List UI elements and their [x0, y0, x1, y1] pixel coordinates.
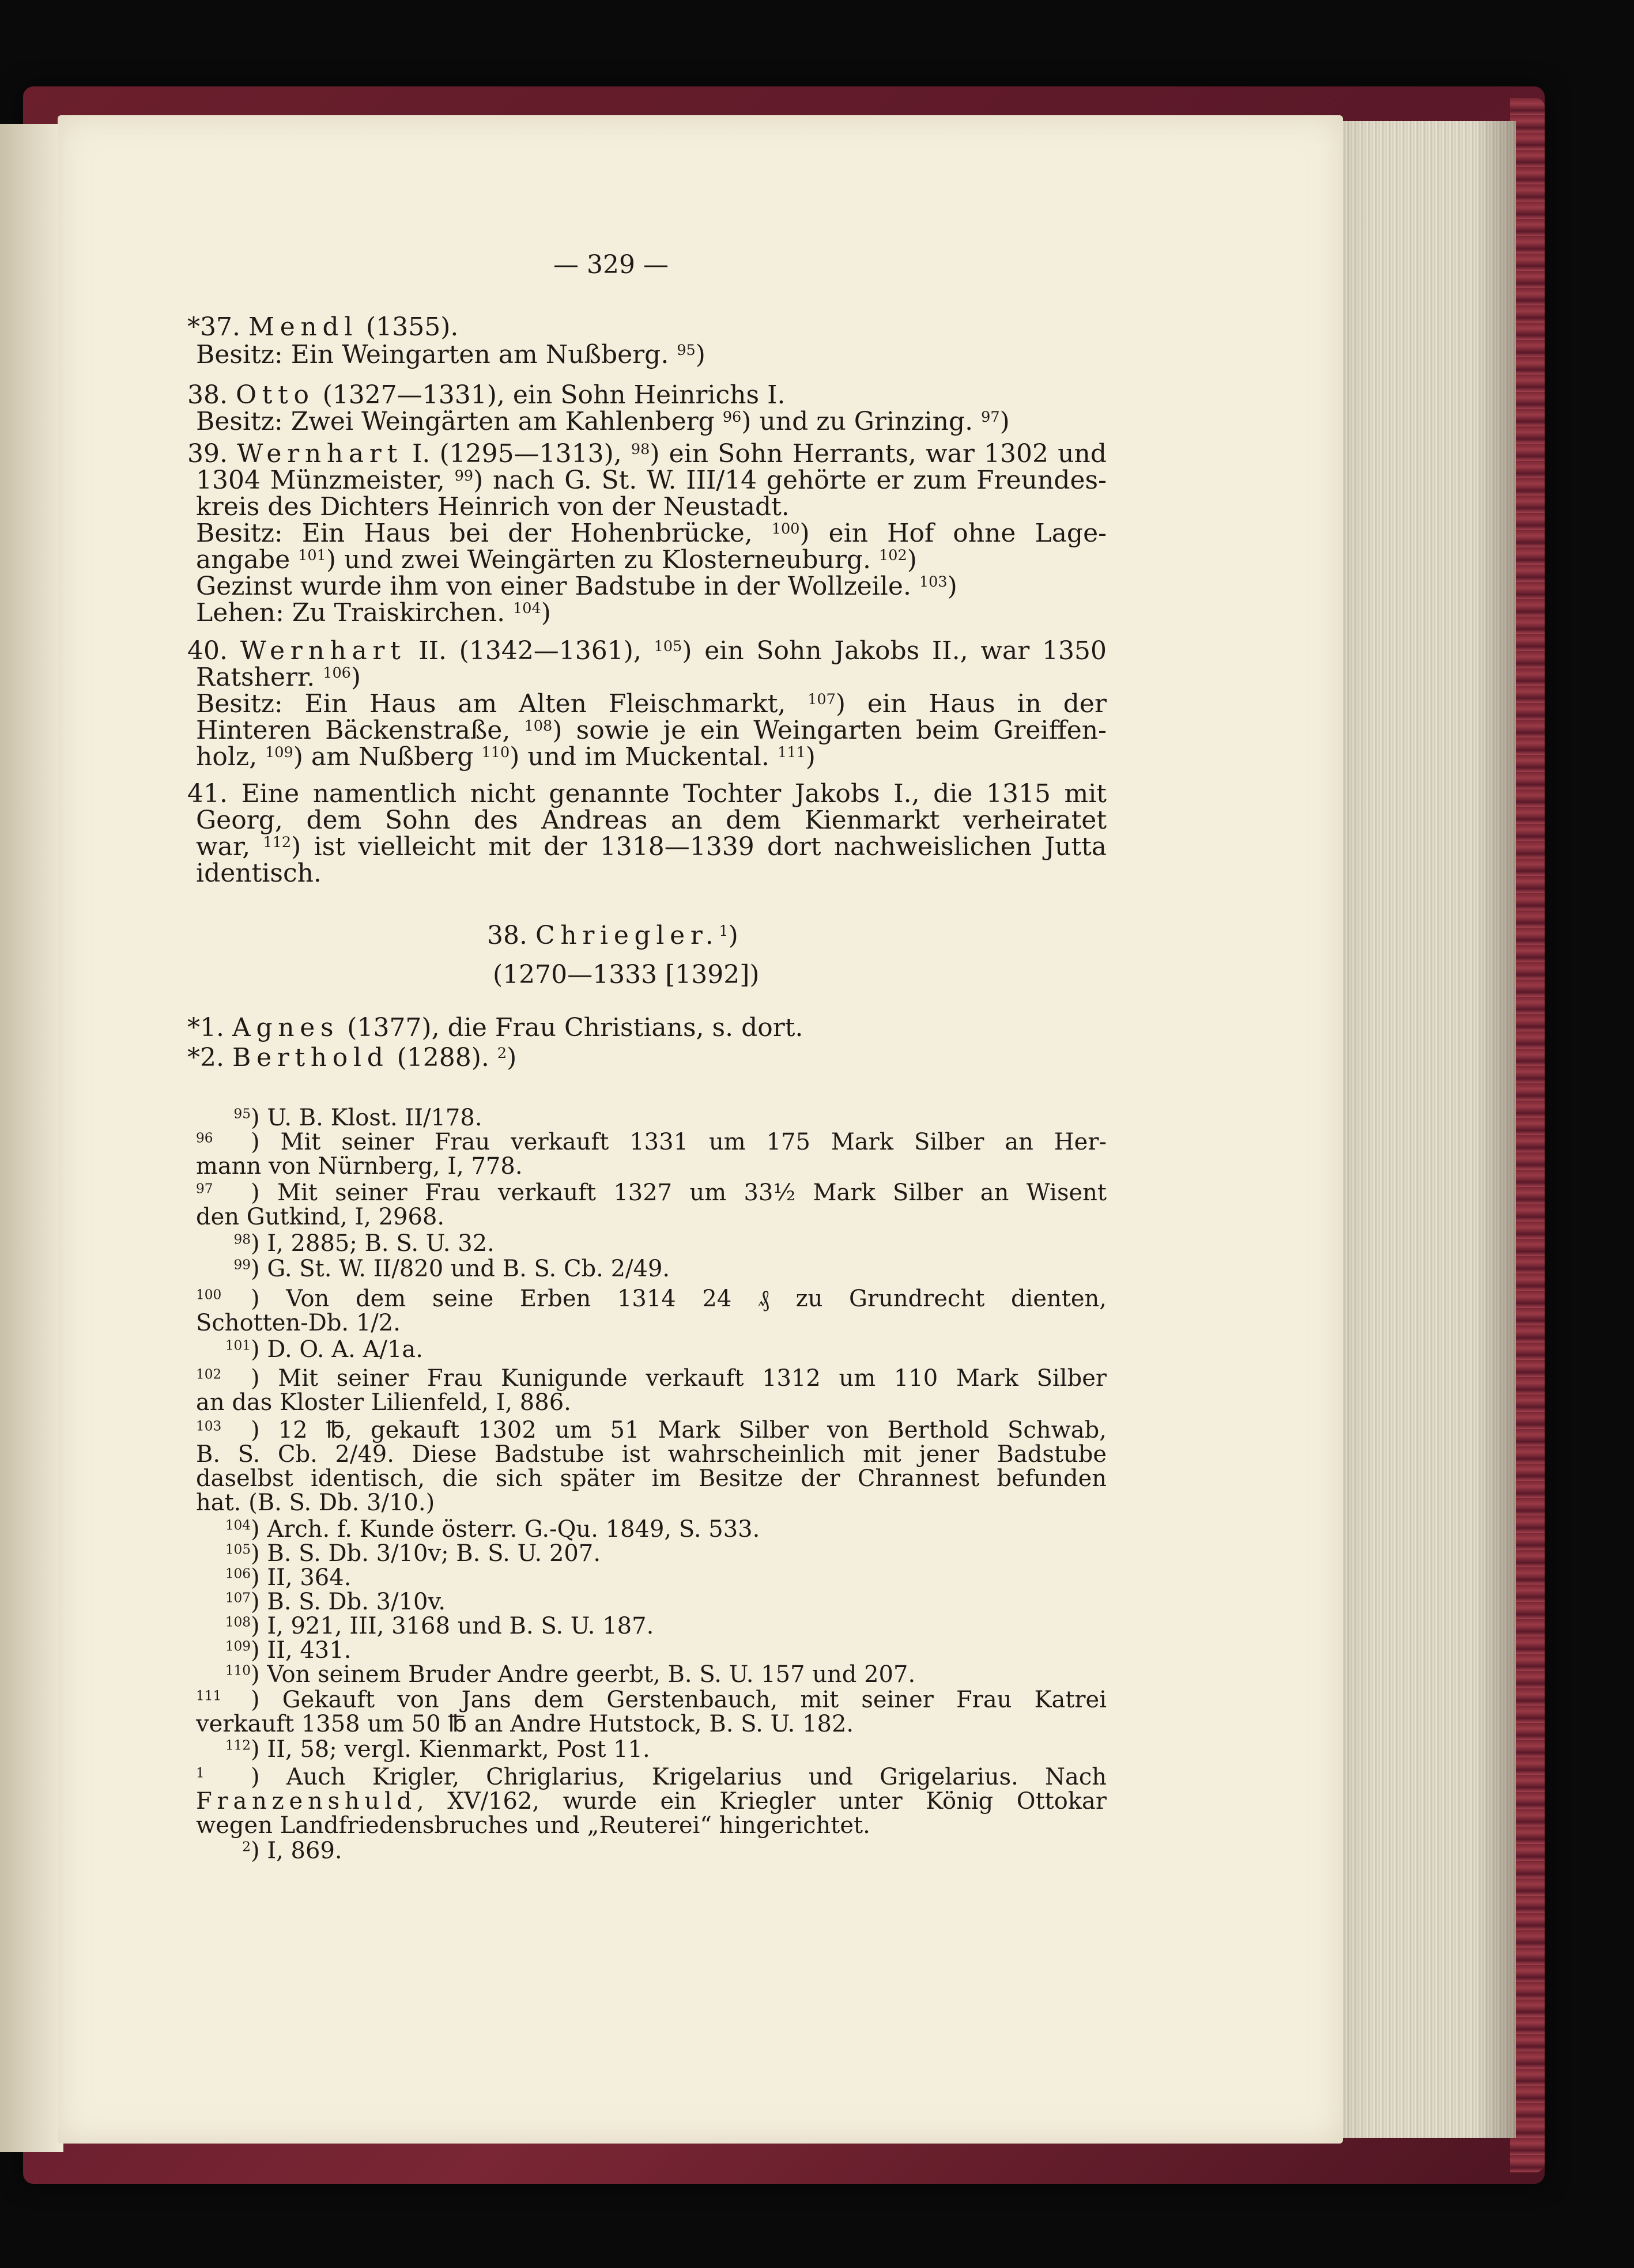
footnote-107: $^{107}$) B. S. Db. 3/10v. — [225, 1589, 446, 1615]
footnote-111-cont: verkauft 1358 um 50 ℔ an Andre Hutstock, B. S. U. 182. — [196, 1711, 854, 1737]
entry-41-line-4: identisch. — [196, 859, 322, 888]
footnote-chriegler-1-cont-1: Franzenshuld, XV/162, wurde ein Kriegler unter König Ottokar — [196, 1788, 1107, 1815]
footnote-97: $^{97}$ ) Mit seiner Frau verkauft 1327 um 33½ Mark Silber an Wisent — [196, 1180, 1107, 1206]
footnote-108: $^{108}$) I, 921, III, 3168 und B. S. U. 187. — [225, 1613, 654, 1639]
footnote-96-cont: mann von Nürnberg, I, 778. — [196, 1153, 523, 1180]
footnote-111: $^{111}$ ) Gekauft von Jans dem Gerstenbauch, mit seiner Frau Katrei — [196, 1687, 1107, 1713]
entry-39-heading: 39. Wernhart I. (1295—1313), $^{98}$) ein Sohn Herrants, war 1302 und — [187, 439, 1107, 468]
footnote-98: $^{98}$) I, 2885; B. S. U. 32. — [233, 1230, 495, 1257]
footnote-100-cont: Schotten-Db. 1/2. — [196, 1310, 401, 1336]
entry-37-line-2: Besitz: Ein Weingarten am Nußberg. $^{95}$) — [196, 340, 705, 369]
footnote-chriegler-2: $^2$) I, 869. — [242, 1838, 342, 1864]
entry-40-line-3: Besitz: Ein Haus am Alten Fleischmarkt, $^{107}$) ein Haus in der — [196, 689, 1107, 719]
footnote-110: $^{110}$) Von seinem Bruder Andre geerbt, B. S. U. 157 und 207. — [225, 1661, 916, 1688]
footnote-105: $^{105}$) B. S. Db. 3/10v; B. S. U. 207. — [225, 1540, 601, 1567]
page-number: — 329 — — [553, 250, 669, 279]
entry-39-line-6: Gezinst wurde ihm von einer Badstube in der Wollzeile. $^{103}$) — [196, 572, 957, 601]
entry-41-line-2: Georg, dem Sohn des Andreas an dem Kienmarkt verheiratet — [196, 806, 1107, 835]
chriegler-entry-1: *1. Agnes (1377), die Frau Christians, s. dort. — [187, 1013, 803, 1042]
footnote-97-cont: den Gutkind, I, 2968. — [196, 1204, 445, 1230]
entry-39-line-2: 1304 Münzmeister, $^{99}$) nach G. St. W. III/14 gehörte er zum Freundes- — [196, 466, 1107, 495]
footnote-102: $^{102}$ ) Mit seiner Frau Kunigunde verkauft 1312 um 110 Mark Silber — [196, 1365, 1107, 1392]
footnote-109: $^{109}$) II, 431. — [225, 1637, 352, 1664]
footnote-103: $^{103}$ ) 12 ℔, gekauft 1302 um 51 Mark Silber von Berthold Schwab, — [196, 1417, 1107, 1443]
section-heading: 38. Chriegler.$^1$) — [487, 921, 738, 950]
entry-41-heading: 41. Eine namentlich nicht genannte Tochter Jakobs I., die 1315 mit — [187, 779, 1107, 808]
footnote-99: $^{99}$) G. St. W. II/820 und B. S. Cb. 2/49. — [233, 1256, 670, 1282]
page-text — [187, 0, 1107, 2268]
entry-39-line-4: Besitz: Ein Haus bei der Hohenbrücke, $^{100}$) ein Hof ohne Lage- — [196, 519, 1107, 548]
section-dates: (1270—1333 [1392]) — [493, 960, 760, 989]
entry-40-line-4: Hinteren Bäckenstraße, $^{108}$) sowie je ein Weingarten beim Greiffen- — [196, 716, 1107, 745]
footnote-96: $^{96}$ ) Mit seiner Frau verkauft 1331 um 175 Mark Silber an Her- — [196, 1129, 1107, 1155]
footnote-chriegler-1-cont-2: wegen Landfriedensbruches und „Reuterei“ hingerichtet. — [196, 1812, 870, 1839]
footnote-104: $^{104}$) Arch. f. Kunde österr. G.-Qu. 1849, S. 533. — [225, 1516, 760, 1543]
entry-40-line-5: holz, $^{109}$) am Nußberg $^{110}$) und im Muckental. $^{111}$) — [196, 742, 816, 772]
footnote-106: $^{106}$) II, 364. — [225, 1564, 352, 1591]
footnote-chriegler-1: $^1$ ) Auch Krigler, Chriglarius, Krigelarius und Grigelarius. Nach — [196, 1764, 1107, 1790]
entry-40-heading: 40. Wernhart II. (1342—1361), $^{105}$) ein Sohn Jakobs II., war 1350 — [187, 636, 1107, 666]
previous-page-edge — [0, 124, 63, 2152]
footnote-112: $^{112}$) II, 58; vergl. Kienmarkt, Post 11. — [225, 1736, 650, 1763]
entry-41-line-3: war, $^{112}$) ist vielleicht mit der 1318—1339 dort nachweislichen Jutta — [196, 832, 1107, 861]
footnote-103-cont-1: B. S. Cb. 2/49. Diese Badstube ist wahrscheinlich mit jener Badstube — [196, 1441, 1107, 1468]
footnote-103-cont-2: daselbst identisch, die sich später im Besitze der Chrannest befunden — [196, 1465, 1107, 1492]
entry-39-line-7: Lehen: Zu Traiskirchen. $^{104}$) — [196, 598, 551, 628]
entry-39-line-5: angabe $^{101}$) und zwei Weingärten zu Klosterneuburg. $^{102}$) — [196, 545, 917, 574]
entry-38-heading: 38. Otto (1327—1331), ein Sohn Heinrichs I. — [187, 380, 786, 410]
footnote-95: $^{95}$) U. B. Klost. II/178. — [233, 1105, 482, 1131]
entry-38-line-2: Besitz: Zwei Weingärten am Kahlenberg $^{96}$) und zu Grinzing. $^{97}$) — [196, 407, 1010, 436]
footnote-100: $^{100}$ ) Von dem seine Erben 1314 24 ₰ zu Grundrecht dienten, — [196, 1286, 1107, 1312]
footnote-103-cont-3: hat. (B. S. Db. 3/10.) — [196, 1490, 435, 1516]
footnote-101: $^{101}$) D. O. A. A/1a. — [225, 1336, 423, 1363]
entry-39-line-3: kreis des Dichters Heinrich von der Neustadt. — [196, 492, 790, 521]
entry-40-line-2: Ratsherr. $^{106}$) — [196, 663, 361, 692]
entry-37-heading: *37. Mendl (1355). — [187, 312, 459, 342]
footnote-102-cont: an das Kloster Lilienfeld, I, 886. — [196, 1389, 571, 1416]
chriegler-entry-2: *2. Berthold (1288). $^2$) — [187, 1043, 517, 1072]
